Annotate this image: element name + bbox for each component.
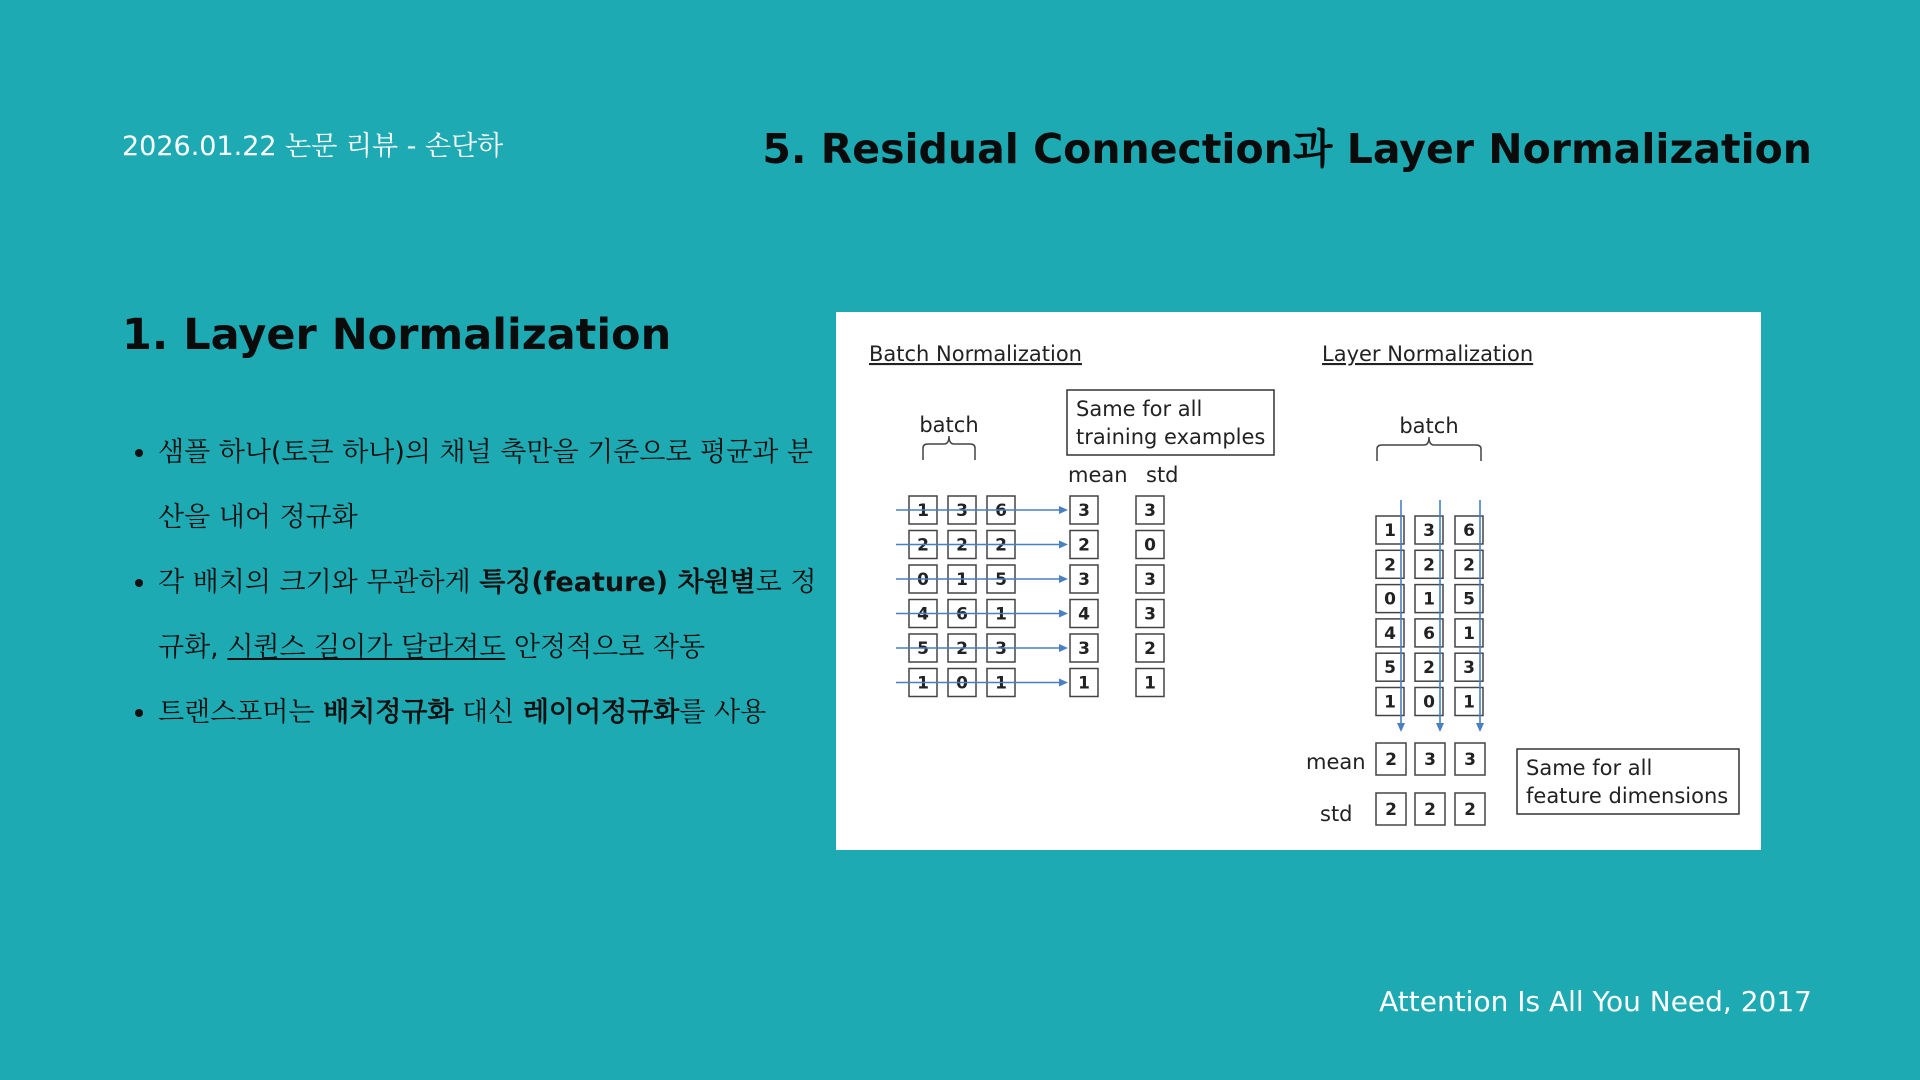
svg-text:3: 3 bbox=[1463, 658, 1475, 679]
svg-text:1: 1 bbox=[1078, 673, 1090, 694]
bullet-3-bold-a: 배치정규화 bbox=[323, 697, 454, 728]
ln-mean-row bbox=[1376, 743, 1485, 775]
bn-std-cell bbox=[1136, 669, 1164, 697]
svg-text:2: 2 bbox=[956, 535, 968, 556]
svg-text:0: 0 bbox=[1423, 692, 1435, 713]
bn-note-line2: training examples bbox=[1076, 425, 1266, 449]
bullet-3-text-a: 트랜스포머는 bbox=[158, 697, 324, 728]
svg-text:3: 3 bbox=[1078, 501, 1090, 521]
bullet-item-1 bbox=[158, 420, 838, 550]
bullet-item-3 bbox=[158, 680, 838, 745]
ln-std-cell bbox=[1376, 793, 1406, 825]
bullet-2-bold: 특징(feature) 차원별 bbox=[479, 567, 756, 598]
svg-text:4: 4 bbox=[917, 604, 929, 625]
svg-text:4: 4 bbox=[1078, 604, 1090, 625]
svg-text:3: 3 bbox=[1144, 604, 1156, 625]
svg-text:1: 1 bbox=[995, 604, 1007, 625]
bn-mean-cell bbox=[1070, 565, 1098, 593]
ln-cell bbox=[1415, 550, 1443, 578]
svg-text:1: 1 bbox=[1463, 623, 1475, 644]
ln-mean-label: mean bbox=[1306, 750, 1366, 774]
ln-batch-label: batch bbox=[1399, 414, 1459, 438]
bn-std-label: std bbox=[1146, 463, 1179, 487]
svg-text:6: 6 bbox=[995, 501, 1007, 521]
normalization-diagram bbox=[836, 312, 1761, 850]
ln-cell bbox=[1455, 653, 1483, 681]
ln-note-line1: Same for all bbox=[1526, 756, 1653, 780]
svg-text:2: 2 bbox=[1423, 555, 1435, 576]
svg-text:3: 3 bbox=[956, 501, 968, 521]
svg-text:0: 0 bbox=[917, 570, 929, 590]
ln-mean-cell bbox=[1415, 743, 1445, 775]
svg-text:0: 0 bbox=[1384, 589, 1396, 610]
svg-text:3: 3 bbox=[1144, 570, 1156, 590]
bullet-2-text-a: 각 배치의 크기와 무관하게 bbox=[158, 567, 480, 598]
bn-mean-label: mean bbox=[1068, 463, 1128, 487]
svg-text:2: 2 bbox=[1385, 750, 1397, 770]
bn-std-column bbox=[1136, 496, 1164, 697]
svg-text:2: 2 bbox=[1078, 535, 1090, 556]
ln-cell bbox=[1376, 688, 1404, 716]
svg-text:6: 6 bbox=[1463, 521, 1475, 541]
header-date-author: 2026.01.22 논문 리뷰 - 손단하 bbox=[122, 131, 504, 162]
bn-brace bbox=[923, 436, 975, 460]
ln-cell bbox=[1415, 688, 1443, 716]
svg-text:2: 2 bbox=[917, 535, 929, 556]
bn-matrix bbox=[909, 496, 1015, 697]
bn-note-line1: Same for all bbox=[1076, 397, 1203, 421]
bn-mean-cell bbox=[1070, 496, 1098, 524]
ln-brace bbox=[1377, 437, 1481, 461]
svg-text:2: 2 bbox=[995, 535, 1007, 556]
ln-cell bbox=[1455, 516, 1483, 544]
svg-text:5: 5 bbox=[995, 570, 1007, 590]
bullet-2-text-b: 로 정규화, bbox=[158, 567, 817, 663]
svg-text:3: 3 bbox=[1424, 750, 1436, 770]
ln-cell bbox=[1376, 653, 1404, 681]
svg-text:1: 1 bbox=[1384, 521, 1396, 541]
svg-text:2: 2 bbox=[1464, 800, 1476, 820]
svg-text:3: 3 bbox=[1464, 750, 1476, 770]
svg-text:5: 5 bbox=[1384, 658, 1396, 679]
ln-mean-cell bbox=[1376, 743, 1406, 775]
ln-cell bbox=[1376, 516, 1404, 544]
ln-cell bbox=[1455, 688, 1483, 716]
svg-text:1: 1 bbox=[1144, 673, 1156, 694]
svg-text:3: 3 bbox=[995, 639, 1007, 659]
bullet-2-underline: 시퀀스 길이가 달라져도 bbox=[227, 632, 506, 663]
svg-text:1: 1 bbox=[1463, 692, 1475, 713]
svg-text:6: 6 bbox=[956, 604, 968, 625]
bn-mean-cell bbox=[1070, 531, 1098, 559]
svg-text:1: 1 bbox=[917, 501, 929, 521]
bullet-1-text: 샘플 하나(토큰 하나)의 채널 축만을 기준으로 평균과 분산을 내어 정규화 bbox=[158, 437, 813, 533]
bn-mean-cell bbox=[1070, 634, 1098, 662]
svg-text:2: 2 bbox=[1424, 800, 1436, 820]
bn-std-cell bbox=[1136, 531, 1164, 559]
svg-text:3: 3 bbox=[1144, 501, 1156, 521]
ln-std-cell bbox=[1455, 793, 1485, 825]
section-title: 1. Layer Normalization bbox=[122, 310, 672, 360]
svg-text:6: 6 bbox=[1423, 623, 1435, 644]
ln-std-label: std bbox=[1320, 802, 1353, 826]
svg-text:3: 3 bbox=[1423, 521, 1435, 541]
bn-title: Batch Normalization bbox=[869, 342, 1082, 366]
svg-text:5: 5 bbox=[1463, 589, 1475, 610]
bn-std-cell bbox=[1136, 496, 1164, 524]
svg-text:3: 3 bbox=[1078, 570, 1090, 590]
svg-text:0: 0 bbox=[1144, 535, 1156, 556]
ln-note-line2: feature dimensions bbox=[1526, 784, 1729, 808]
bn-mean-cell bbox=[1070, 600, 1098, 628]
bullet-list bbox=[130, 420, 838, 745]
ln-std-row bbox=[1376, 793, 1485, 825]
ln-mean-cell bbox=[1455, 743, 1485, 775]
bullet-3-bold-b: 레이어정규화 bbox=[522, 697, 680, 728]
citation: Attention Is All You Need, 2017 bbox=[1379, 985, 1812, 1018]
ln-cell bbox=[1376, 550, 1404, 578]
svg-text:2: 2 bbox=[1463, 555, 1475, 576]
ln-cell bbox=[1455, 585, 1483, 613]
svg-text:0: 0 bbox=[956, 673, 968, 694]
svg-text:2: 2 bbox=[1423, 658, 1435, 679]
slide-title: 5. Residual Connection과 Layer Normalization bbox=[762, 125, 1812, 173]
ln-cell bbox=[1415, 516, 1443, 544]
svg-text:1: 1 bbox=[917, 673, 929, 694]
svg-text:3: 3 bbox=[1078, 639, 1090, 659]
bn-mean-column bbox=[1070, 496, 1098, 697]
svg-text:1: 1 bbox=[1384, 692, 1396, 713]
bullet-3-text-b: 대신 bbox=[453, 697, 523, 728]
ln-title: Layer Normalization bbox=[1322, 342, 1534, 366]
bn-std-cell bbox=[1136, 565, 1164, 593]
svg-text:5: 5 bbox=[917, 639, 929, 659]
ln-cell bbox=[1415, 619, 1443, 647]
bn-batch-label: batch bbox=[919, 413, 979, 437]
svg-text:2: 2 bbox=[1385, 800, 1397, 820]
normalization-figure bbox=[836, 312, 1761, 850]
ln-cell bbox=[1376, 585, 1404, 613]
bullet-3-text-c: 를 사용 bbox=[679, 697, 767, 728]
svg-text:4: 4 bbox=[1384, 623, 1396, 644]
bn-mean-cell bbox=[1070, 669, 1098, 697]
ln-cell bbox=[1415, 585, 1443, 613]
svg-text:2: 2 bbox=[1144, 639, 1156, 659]
ln-cell bbox=[1455, 619, 1483, 647]
svg-text:1: 1 bbox=[956, 570, 968, 590]
ln-std-cell bbox=[1415, 793, 1445, 825]
ln-cell bbox=[1376, 619, 1404, 647]
bullet-item-2 bbox=[158, 550, 838, 680]
svg-text:2: 2 bbox=[1384, 555, 1396, 576]
ln-cell bbox=[1455, 550, 1483, 578]
bn-std-cell bbox=[1136, 634, 1164, 662]
svg-text:2: 2 bbox=[956, 639, 968, 659]
svg-text:1: 1 bbox=[995, 673, 1007, 694]
bullet-2-text-c: 안정적으로 작동 bbox=[505, 632, 706, 663]
bn-std-cell bbox=[1136, 600, 1164, 628]
ln-matrix bbox=[1376, 516, 1483, 716]
ln-cell bbox=[1415, 653, 1443, 681]
svg-text:1: 1 bbox=[1423, 589, 1435, 610]
